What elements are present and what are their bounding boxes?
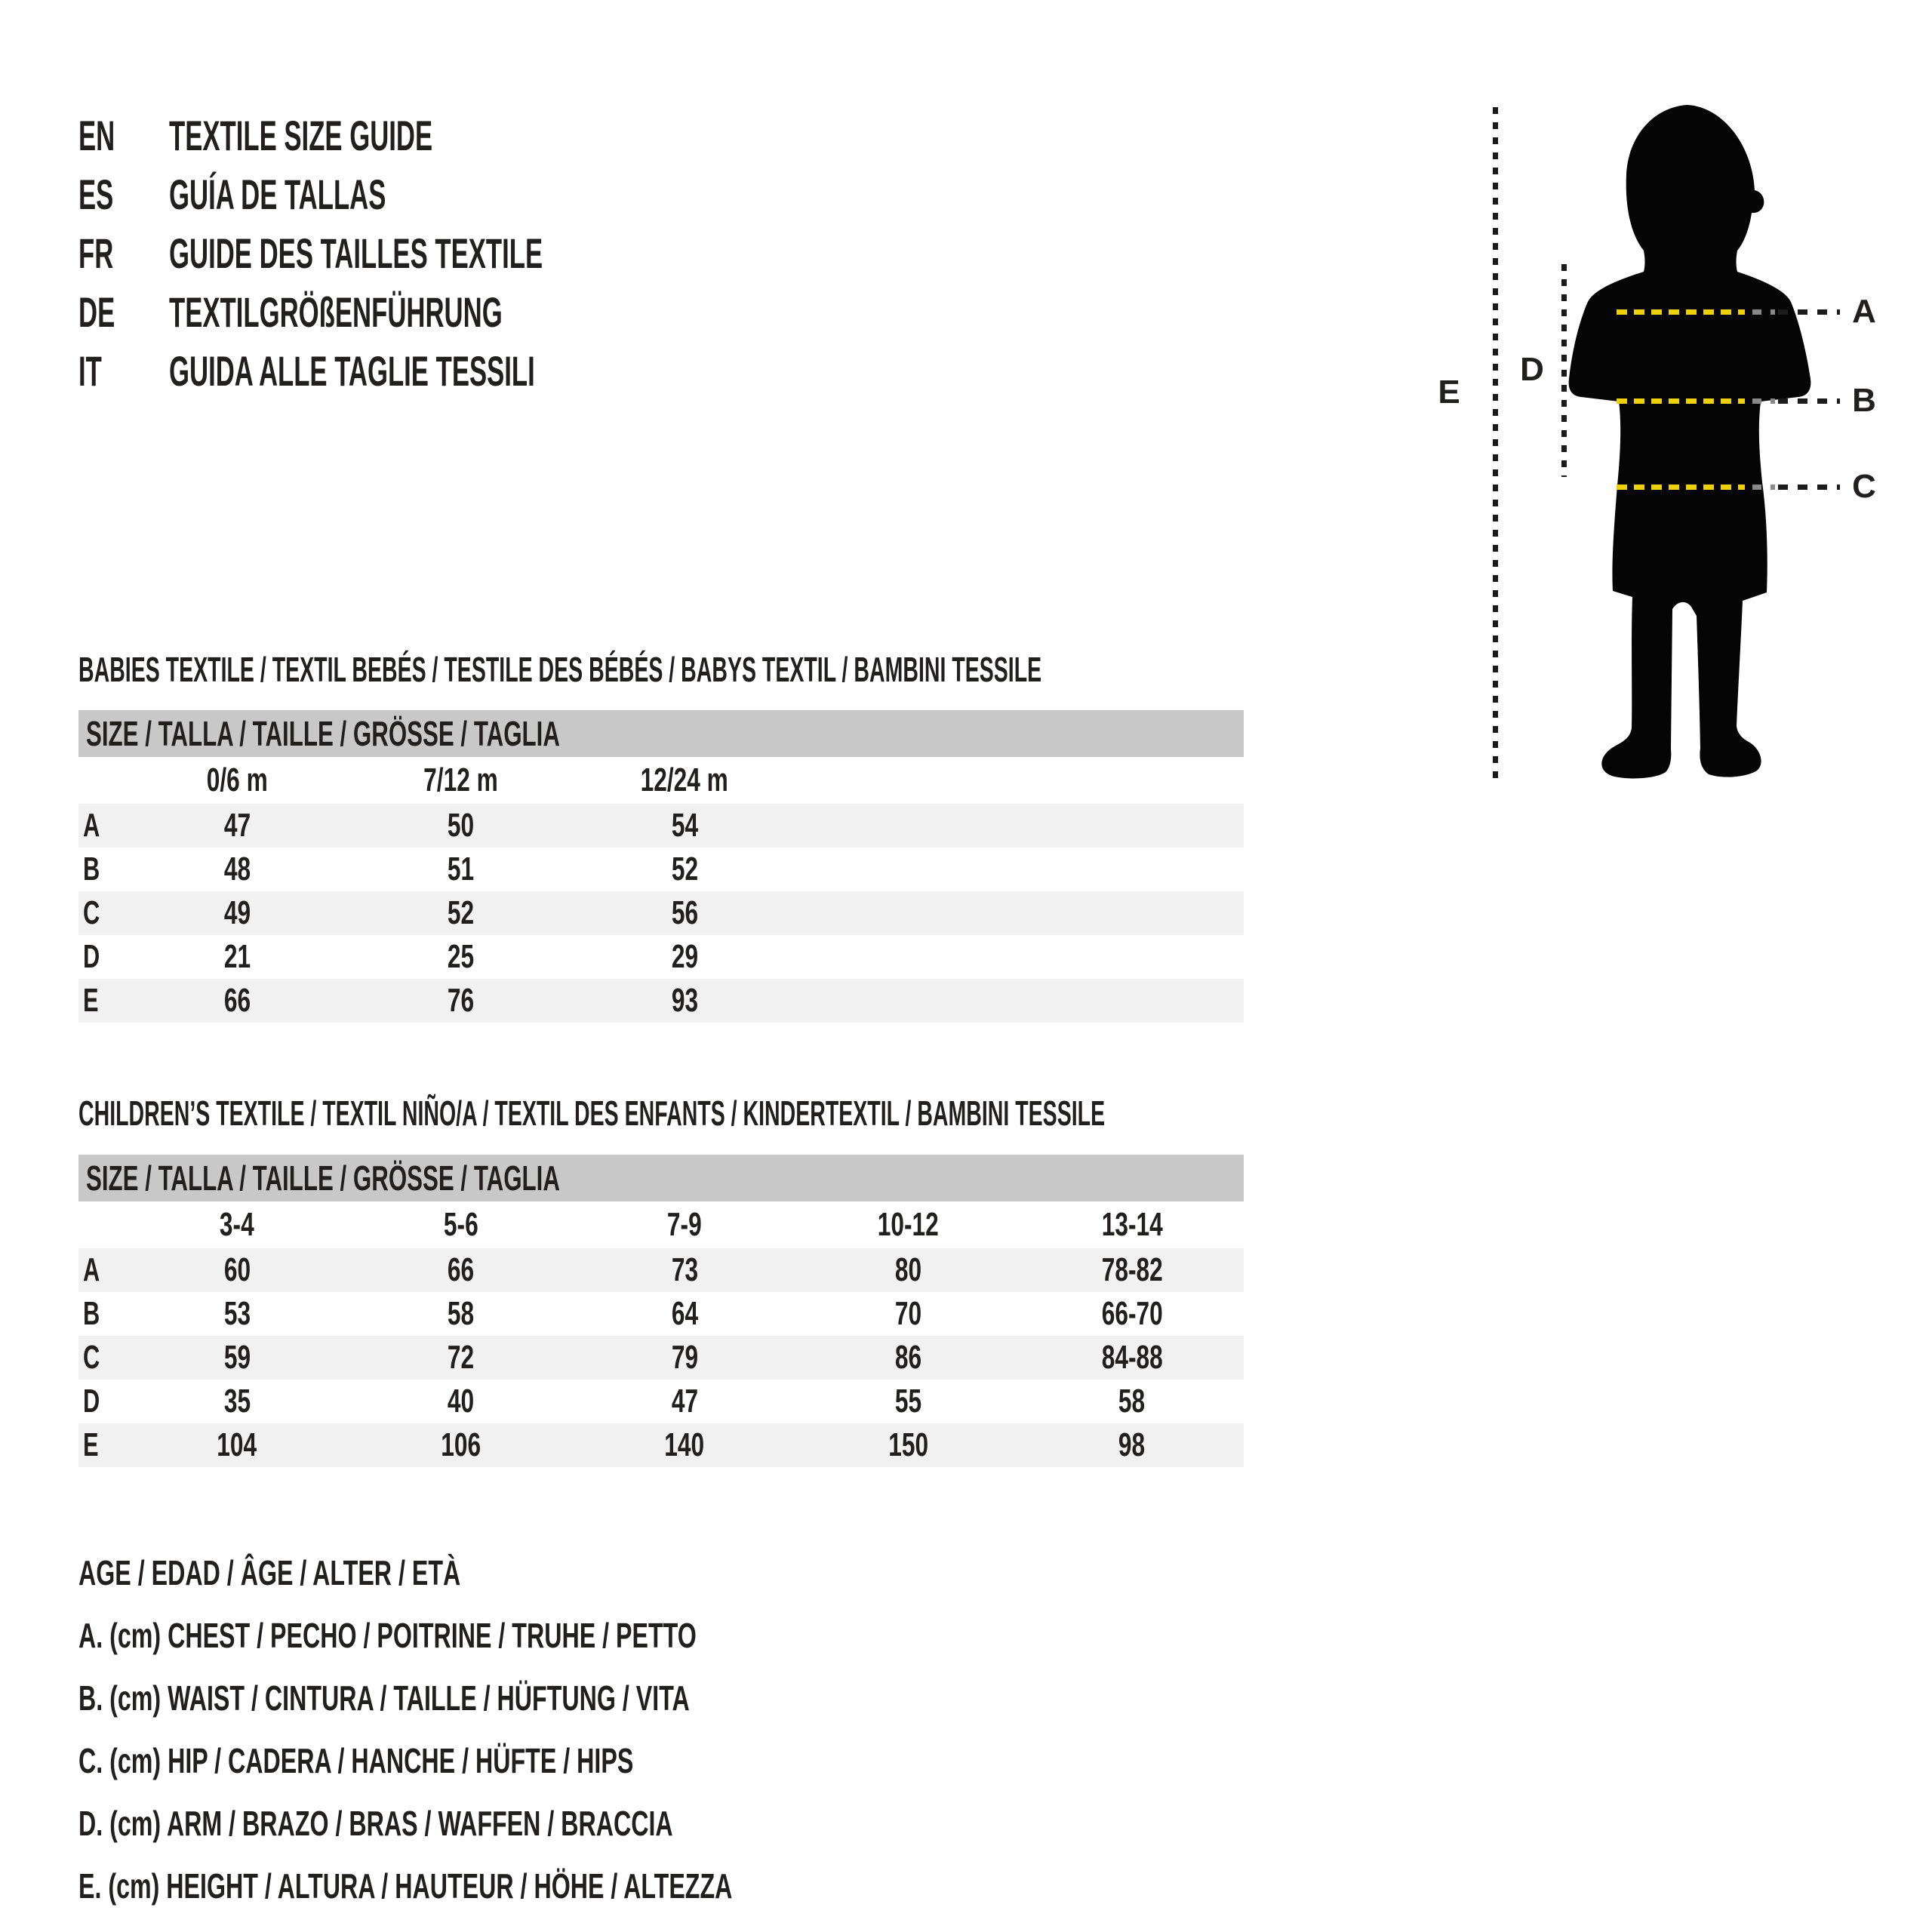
hip-line-black-dots: [1778, 485, 1840, 490]
measurement-legend: [78, 1541, 1013, 1917]
measure-label-e: E: [1438, 374, 1460, 411]
table-row: D 35 40 47 55 58: [83, 1383, 1146, 1420]
lang-code-de: DE: [78, 288, 115, 336]
chest-line-a: [1617, 309, 1840, 315]
lang-code-en: EN: [78, 111, 115, 159]
children-col-7-9: 7-9: [667, 1206, 702, 1243]
table-row: D 21 25 29: [83, 938, 698, 975]
babies-col-0-6m: 0/6 m: [206, 761, 268, 798]
hip-line-gray-dots: [1752, 485, 1775, 490]
lang-title-fr: GUIDE DES TAILLES TEXTILE: [169, 229, 543, 277]
table-row: E 66 76 93: [78, 979, 1244, 1023]
lang-title-de: TEXTILGRÖßENFÜHRUNG: [169, 288, 503, 336]
children-size-table: [78, 1155, 1244, 1467]
table-row: A 47 50 54: [78, 804, 1244, 848]
legend-arm: D. (cm) ARM / BRAZO / BRAS / WAFFEN / BRACCIA: [78, 1803, 673, 1843]
waist-line-b: [1617, 398, 1840, 404]
table-row: B 53 58 64 70 66-70: [83, 1295, 1163, 1332]
chest-line-gray-dots: [1752, 309, 1775, 315]
children-col-13-14: 13-14: [1101, 1206, 1163, 1243]
legend-age: AGE / EDAD / ÂGE / ALTER / ETÀ: [78, 1552, 461, 1592]
babies-section-title-text: BABIES TEXTILE / TEXTIL BEBÉS / TESTILE DES BÉBÉS / BABYS TEXTIL / BAMBINI TESSILE: [78, 650, 1042, 689]
legend-chest: A. (cm) CHEST / PECHO / POITRINE / TRUHE / PETTO: [78, 1615, 697, 1655]
table-row: B 48 51 52: [83, 851, 698, 888]
legend-height: E. (cm) HEIGHT / ALTURA / HAUTEUR / HÖHE / ALTEZZA: [78, 1866, 733, 1906]
lang-title-it: GUIDA ALLE TAGLIE TESSILI: [169, 346, 535, 395]
measure-label-a: A: [1852, 293, 1876, 330]
babies-size-table: [78, 710, 1244, 1023]
lang-code-fr: FR: [78, 229, 114, 277]
measure-label-c: C: [1852, 468, 1876, 505]
table-row: A 60 66 73 80 78-82: [78, 1248, 1244, 1292]
language-header: [78, 106, 772, 400]
children-section-title-text: CHILDREN’S TEXTILE / TEXTIL NIÑO/A / TEXTIL DES ENFANTS / KINDERTEXTIL / BAMBINI TESSILE: [78, 1094, 1106, 1133]
chest-line-black-dots: [1778, 309, 1840, 315]
children-table-header-bar: [78, 1155, 1244, 1201]
children-col-3-4: 3-4: [220, 1206, 255, 1243]
lang-code-es: ES: [78, 170, 114, 218]
lang-row-fr: [78, 223, 772, 282]
table-row: E 104 106 140 150 98: [78, 1423, 1244, 1467]
legend-hip: C. (cm) HIP / CADERA / HANCHE / HÜFTE / HIPS: [78, 1740, 634, 1780]
lang-row-es: [78, 165, 772, 223]
lang-code-it: IT: [78, 346, 102, 395]
lang-row-de: [78, 282, 772, 341]
lang-row-it: [78, 341, 772, 400]
children-column-header-row: [78, 1201, 1244, 1248]
table-row: C 59 72 79 86 84-88: [78, 1336, 1244, 1380]
children-size-header-text: SIZE / TALLA / TAILLE / GRÖSSE / TAGLIA: [86, 1158, 560, 1198]
babies-table-body: [78, 804, 1244, 1023]
waist-line-black-dots: [1778, 398, 1840, 404]
babies-section-title: [78, 649, 1632, 690]
waist-line-gray-dots: [1752, 398, 1775, 404]
babies-col-12-24m: 12/24 m: [640, 761, 729, 798]
babies-table-header-bar: [78, 710, 1244, 757]
babies-col-7-12m: 7/12 m: [423, 761, 498, 798]
babies-column-header-row: [78, 757, 1244, 804]
babies-size-header-text: SIZE / TALLA / TAILLE / GRÖSSE / TAGLIA: [86, 714, 560, 753]
hip-line-yellow-dots: [1617, 485, 1745, 490]
lang-row-en: [78, 106, 772, 165]
table-row: C 49 52 56: [78, 891, 1244, 935]
measure-label-b: B: [1852, 382, 1876, 419]
children-table-body: [78, 1248, 1244, 1467]
waist-line-yellow-dots: [1617, 398, 1745, 404]
measure-label-d: D: [1520, 351, 1544, 388]
hip-line-c: [1617, 485, 1840, 490]
legend-waist: B. (cm) WAIST / CINTURA / TAILLE / HÜFTUNG / VITA: [78, 1678, 690, 1718]
lang-title-es: GUÍA DE TALLAS: [169, 170, 386, 218]
chest-line-yellow-dots: [1617, 309, 1745, 315]
children-section-title: [78, 1093, 1734, 1134]
lang-title-en: TEXTILE SIZE GUIDE: [169, 111, 433, 159]
children-col-10-12: 10-12: [877, 1206, 939, 1243]
children-col-5-6: 5-6: [443, 1206, 478, 1243]
